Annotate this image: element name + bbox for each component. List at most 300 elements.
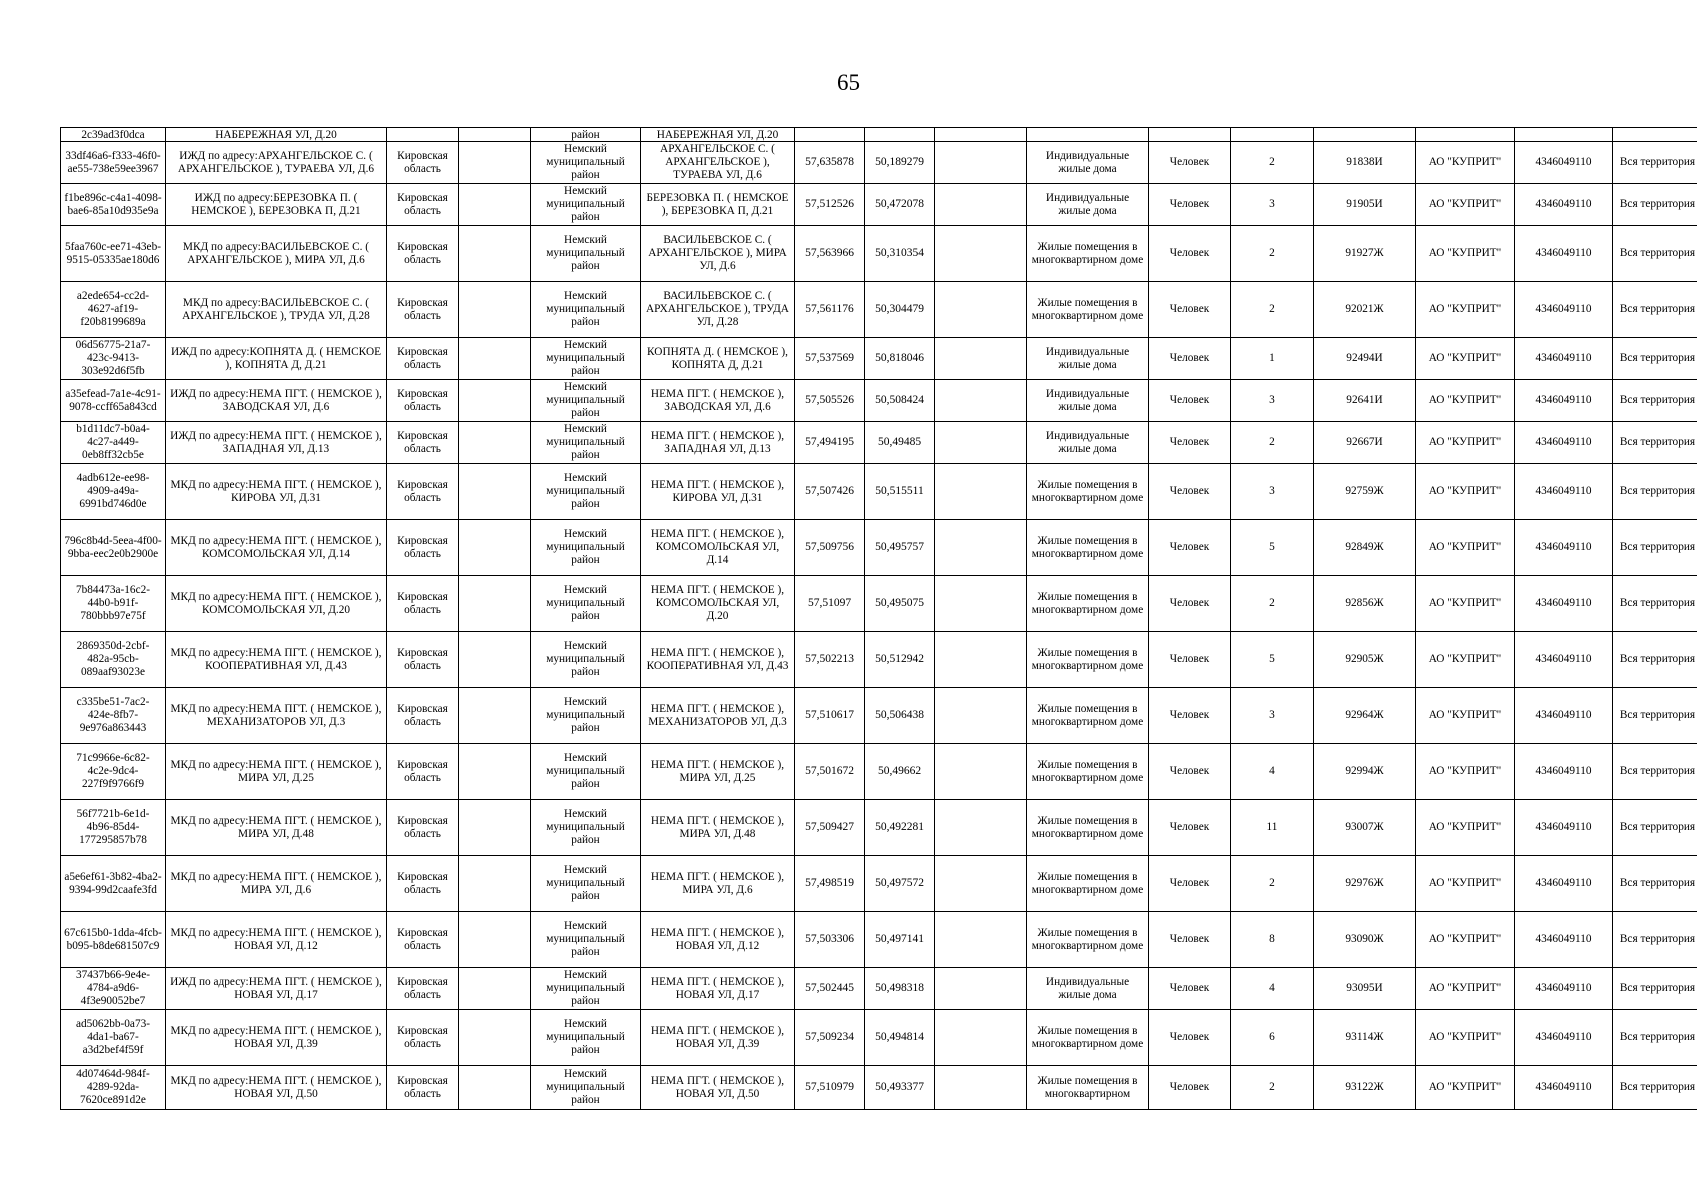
district-cell: Немский муниципальный район [531, 688, 641, 744]
district-cell: Немский муниципальный район [531, 520, 641, 576]
code-cell: 92759Ж [1314, 464, 1416, 520]
row-id-cell: f1be896c-c4a1-4098-bae6-85a10d935e9a [61, 184, 166, 226]
count-cell [1231, 128, 1314, 142]
empty-cell [935, 968, 1027, 1010]
address-cell: НАБЕРЕЖНАЯ УЛ, Д.20 [641, 128, 795, 142]
empty-cell [935, 226, 1027, 282]
code-cell: 93114Ж [1314, 1010, 1416, 1066]
inn-cell [1515, 128, 1613, 142]
territory-cell: Вся территория [1613, 688, 1697, 744]
region-cell: Кировская область [387, 142, 459, 184]
region-cell: Кировская область [387, 464, 459, 520]
unit-cell: Человек [1149, 576, 1231, 632]
code-cell: 91927Ж [1314, 226, 1416, 282]
latitude-cell: 57,509234 [795, 1010, 865, 1066]
district-cell: Немский муниципальный район [531, 1066, 641, 1110]
unit-cell: Человек [1149, 968, 1231, 1010]
region-cell: Кировская область [387, 226, 459, 282]
organization-cell: АО "КУПРИТ" [1416, 422, 1515, 464]
region-cell: Кировская область [387, 1066, 459, 1110]
district-cell: Немский муниципальный район [531, 800, 641, 856]
empty-cell [935, 422, 1027, 464]
housing-type-cell: Индивидуальные жилые дома [1027, 338, 1149, 380]
district-cell: Немский муниципальный район [531, 338, 641, 380]
inn-cell: 4346049110 [1515, 142, 1613, 184]
table-row [61, 226, 1697, 282]
district-cell: Немский муниципальный район [531, 184, 641, 226]
latitude-cell: 57,51097 [795, 576, 865, 632]
inn-cell: 4346049110 [1515, 380, 1613, 422]
count-cell: 2 [1231, 142, 1314, 184]
longitude-cell: 50,310354 [865, 226, 935, 282]
housing-type-cell: Жилые помещения в многоквартирном доме [1027, 688, 1149, 744]
code-cell: 92856Ж [1314, 576, 1416, 632]
address-cell: НЕМА ПГТ. ( НЕМСКОЕ ), МИРА УЛ, Д.25 [641, 744, 795, 800]
territory-cell: Вся территория [1613, 380, 1697, 422]
inn-cell: 4346049110 [1515, 520, 1613, 576]
territory-cell: Вся территория [1613, 282, 1697, 338]
longitude-cell: 50,498318 [865, 968, 935, 1010]
housing-type-cell: Индивидуальные жилые дома [1027, 422, 1149, 464]
table-row [61, 1066, 1697, 1110]
row-id-cell: 796c8b4d-5eea-4f00-9bba-eec2e0b2900e [61, 520, 166, 576]
table-row [61, 282, 1697, 338]
code-cell: 92021Ж [1314, 282, 1416, 338]
longitude-cell: 50,494814 [865, 1010, 935, 1066]
latitude-cell: 57,501672 [795, 744, 865, 800]
region-cell: Кировская область [387, 422, 459, 464]
latitude-cell: 57,561176 [795, 282, 865, 338]
longitude-cell: 50,515511 [865, 464, 935, 520]
empty-cell [459, 128, 531, 142]
row-id-cell: a2ede654-cc2d-4627-af19-f20b8199689a [61, 282, 166, 338]
housing-type-cell [1027, 128, 1149, 142]
organization-cell: АО "КУПРИТ" [1416, 380, 1515, 422]
empty-cell [459, 856, 531, 912]
region-cell [387, 128, 459, 142]
longitude-cell: 50,492281 [865, 800, 935, 856]
table-row [61, 380, 1697, 422]
table-row [61, 968, 1697, 1010]
organization-cell: АО "КУПРИТ" [1416, 968, 1515, 1010]
object-cell: ИЖД по адресу:АРХАНГЕЛЬСКОЕ С. ( АРХАНГЕЛЬСКОЕ ), ТУРАЕВА УЛ, Д.6 [166, 142, 387, 184]
inn-cell: 4346049110 [1515, 632, 1613, 688]
district-cell: Немский муниципальный район [531, 282, 641, 338]
organization-cell: АО "КУПРИТ" [1416, 1010, 1515, 1066]
latitude-cell: 57,512526 [795, 184, 865, 226]
empty-cell [459, 968, 531, 1010]
latitude-cell: 57,502213 [795, 632, 865, 688]
empty-cell [459, 744, 531, 800]
empty-cell [935, 142, 1027, 184]
count-cell: 2 [1231, 576, 1314, 632]
longitude-cell: 50,497572 [865, 856, 935, 912]
district-cell: Немский муниципальный район [531, 464, 641, 520]
inn-cell: 4346049110 [1515, 800, 1613, 856]
latitude-cell: 57,507426 [795, 464, 865, 520]
table-row [61, 576, 1697, 632]
code-cell [1314, 128, 1416, 142]
territory-cell: Вся территория [1613, 338, 1697, 380]
housing-type-cell: Индивидуальные жилые дома [1027, 184, 1149, 226]
region-cell: Кировская область [387, 800, 459, 856]
organization-cell: АО "КУПРИТ" [1416, 688, 1515, 744]
row-id-cell: b1d11dc7-b0a4-4c27-a449-0eb8ff32cb5e [61, 422, 166, 464]
object-cell: МКД по адресу:НЕМА ПГТ. ( НЕМСКОЕ ), НОВАЯ УЛ, Д.50 [166, 1066, 387, 1110]
territory-cell: Вся территория [1613, 1066, 1697, 1110]
code-cell: 93095И [1314, 968, 1416, 1010]
inn-cell: 4346049110 [1515, 912, 1613, 968]
object-cell: ИЖД по адресу:НЕМА ПГТ. ( НЕМСКОЕ ), ЗАВОДСКАЯ УЛ, Д.6 [166, 380, 387, 422]
inn-cell: 4346049110 [1515, 576, 1613, 632]
object-cell: МКД по адресу:ВАСИЛЬЕВСКОЕ С. ( АРХАНГЕЛЬСКОЕ ), МИРА УЛ, Д.6 [166, 226, 387, 282]
table-row [61, 800, 1697, 856]
empty-cell [935, 520, 1027, 576]
district-cell: Немский муниципальный район [531, 632, 641, 688]
district-cell: Немский муниципальный район [531, 142, 641, 184]
count-cell: 2 [1231, 226, 1314, 282]
table-row [61, 142, 1697, 184]
table-row [61, 128, 1697, 142]
organization-cell: АО "КУПРИТ" [1416, 912, 1515, 968]
unit-cell: Человек [1149, 912, 1231, 968]
housing-type-cell: Индивидуальные жилые дома [1027, 142, 1149, 184]
region-cell: Кировская область [387, 688, 459, 744]
district-cell: Немский муниципальный район [531, 1010, 641, 1066]
latitude-cell: 57,509427 [795, 800, 865, 856]
address-cell: НЕМА ПГТ. ( НЕМСКОЕ ), КОМСОМОЛЬСКАЯ УЛ, Д.20 [641, 576, 795, 632]
object-cell: МКД по адресу:НЕМА ПГТ. ( НЕМСКОЕ ), КООПЕРАТИВНАЯ УЛ, Д.43 [166, 632, 387, 688]
count-cell: 3 [1231, 184, 1314, 226]
unit-cell: Человек [1149, 688, 1231, 744]
row-id-cell: 2c39ad3f0dca [61, 128, 166, 142]
address-cell: НЕМА ПГТ. ( НЕМСКОЕ ), МИРА УЛ, Д.48 [641, 800, 795, 856]
count-cell: 3 [1231, 464, 1314, 520]
row-id-cell: 7b84473a-16c2-44b0-b91f-780bbb97e75f [61, 576, 166, 632]
latitude-cell: 57,563966 [795, 226, 865, 282]
row-id-cell: 33df46a6-f333-46f0-ae55-738e59ee3967 [61, 142, 166, 184]
empty-cell [459, 688, 531, 744]
territory-cell: Вся территория [1613, 142, 1697, 184]
row-id-cell: 06d56775-21a7-423c-9413-303e92d6f5fb [61, 338, 166, 380]
territory-cell: Вся территория [1613, 422, 1697, 464]
empty-cell [459, 464, 531, 520]
longitude-cell: 50,818046 [865, 338, 935, 380]
housing-type-cell: Жилые помещения в многоквартирном доме [1027, 520, 1149, 576]
table-row [61, 338, 1697, 380]
longitude-cell: 50,49485 [865, 422, 935, 464]
region-cell: Кировская область [387, 282, 459, 338]
object-cell: МКД по адресу:НЕМА ПГТ. ( НЕМСКОЕ ), КОМСОМОЛЬСКАЯ УЛ, Д.20 [166, 576, 387, 632]
row-id-cell: 56f7721b-6e1d-4b96-85d4-177295857b78 [61, 800, 166, 856]
inn-cell: 4346049110 [1515, 422, 1613, 464]
organization-cell: АО "КУПРИТ" [1416, 856, 1515, 912]
code-cell: 91838И [1314, 142, 1416, 184]
count-cell: 1 [1231, 338, 1314, 380]
object-cell: МКД по адресу:НЕМА ПГТ. ( НЕМСКОЕ ), КОМСОМОЛЬСКАЯ УЛ, Д.14 [166, 520, 387, 576]
row-id-cell: 2869350d-2cbf-482a-95cb-089aaf93023e [61, 632, 166, 688]
count-cell: 3 [1231, 380, 1314, 422]
region-cell: Кировская область [387, 856, 459, 912]
code-cell: 93122Ж [1314, 1066, 1416, 1110]
count-cell: 3 [1231, 688, 1314, 744]
longitude-cell: 50,304479 [865, 282, 935, 338]
empty-cell [935, 1066, 1027, 1110]
count-cell: 4 [1231, 968, 1314, 1010]
housing-type-cell: Жилые помещения в многоквартирном [1027, 1066, 1149, 1110]
count-cell: 2 [1231, 282, 1314, 338]
housing-type-cell: Индивидуальные жилые дома [1027, 968, 1149, 1010]
empty-cell [935, 380, 1027, 422]
table-body [61, 128, 1697, 1110]
region-cell: Кировская область [387, 380, 459, 422]
latitude-cell: 57,537569 [795, 338, 865, 380]
housing-type-cell: Жилые помещения в многоквартирном доме [1027, 576, 1149, 632]
empty-cell [459, 338, 531, 380]
empty-cell [459, 1010, 531, 1066]
table-row [61, 912, 1697, 968]
empty-cell [935, 338, 1027, 380]
organization-cell: АО "КУПРИТ" [1416, 800, 1515, 856]
count-cell: 11 [1231, 800, 1314, 856]
table-row [61, 688, 1697, 744]
inn-cell: 4346049110 [1515, 1010, 1613, 1066]
table-row [61, 856, 1697, 912]
longitude-cell [865, 128, 935, 142]
district-cell: район [531, 128, 641, 142]
address-cell: ВАСИЛЬЕВСКОЕ С. ( АРХАНГЕЛЬСКОЕ ), ТРУДА УЛ, Д.28 [641, 282, 795, 338]
empty-cell [935, 1010, 1027, 1066]
housing-type-cell: Жилые помещения в многоквартирном доме [1027, 744, 1149, 800]
longitude-cell: 50,49662 [865, 744, 935, 800]
object-cell: МКД по адресу:НЕМА ПГТ. ( НЕМСКОЕ ), КИРОВА УЛ, Д.31 [166, 464, 387, 520]
organization-cell: АО "КУПРИТ" [1416, 632, 1515, 688]
object-cell: МКД по адресу:НЕМА ПГТ. ( НЕМСКОЕ ), МИРА УЛ, Д.48 [166, 800, 387, 856]
district-cell: Немский муниципальный район [531, 576, 641, 632]
empty-cell [459, 422, 531, 464]
registry-table [60, 127, 1697, 1110]
inn-cell: 4346049110 [1515, 968, 1613, 1010]
district-cell: Немский муниципальный район [531, 912, 641, 968]
unit-cell: Человек [1149, 856, 1231, 912]
code-cell: 92964Ж [1314, 688, 1416, 744]
object-cell: ИЖД по адресу:БЕРЕЗОВКА П. ( НЕМСКОЕ ), БЕРЕЗОВКА П, Д.21 [166, 184, 387, 226]
district-cell: Немский муниципальный район [531, 744, 641, 800]
empty-cell [459, 282, 531, 338]
empty-cell [459, 380, 531, 422]
district-cell: Немский муниципальный район [531, 856, 641, 912]
code-cell: 92667И [1314, 422, 1416, 464]
table-row [61, 422, 1697, 464]
empty-cell [459, 184, 531, 226]
unit-cell [1149, 128, 1231, 142]
row-id-cell: a5e6ef61-3b82-4ba2-9394-99d2caafe3fd [61, 856, 166, 912]
empty-cell [935, 632, 1027, 688]
territory-cell: Вся территория [1613, 632, 1697, 688]
object-cell: МКД по адресу:НЕМА ПГТ. ( НЕМСКОЕ ), НОВАЯ УЛ, Д.12 [166, 912, 387, 968]
territory-cell: Вся территория [1613, 744, 1697, 800]
row-id-cell: 37437b66-9e4e-4784-a9d6-4f3e90052be7 [61, 968, 166, 1010]
latitude-cell: 57,510617 [795, 688, 865, 744]
territory-cell: Вся территория [1613, 1010, 1697, 1066]
address-cell: НЕМА ПГТ. ( НЕМСКОЕ ), КОМСОМОЛЬСКАЯ УЛ, Д.14 [641, 520, 795, 576]
inn-cell: 4346049110 [1515, 688, 1613, 744]
count-cell: 2 [1231, 1066, 1314, 1110]
address-cell: НЕМА ПГТ. ( НЕМСКОЕ ), ЗАВОДСКАЯ УЛ, Д.6 [641, 380, 795, 422]
unit-cell: Человек [1149, 1066, 1231, 1110]
row-id-cell: 5faa760c-ee71-43eb-9515-05335ae180d6 [61, 226, 166, 282]
empty-cell [459, 520, 531, 576]
longitude-cell: 50,506438 [865, 688, 935, 744]
region-cell: Кировская область [387, 576, 459, 632]
table-row [61, 1010, 1697, 1066]
empty-cell [459, 632, 531, 688]
inn-cell: 4346049110 [1515, 856, 1613, 912]
inn-cell: 4346049110 [1515, 464, 1613, 520]
address-cell: ВАСИЛЬЕВСКОЕ С. ( АРХАНГЕЛЬСКОЕ ), МИРА УЛ, Д.6 [641, 226, 795, 282]
object-cell: МКД по адресу:НЕМА ПГТ. ( НЕМСКОЕ ), МЕХАНИЗАТОРОВ УЛ, Д.3 [166, 688, 387, 744]
territory-cell: Вся территория [1613, 520, 1697, 576]
row-id-cell: a35efead-7a1e-4c91-9078-ccff65a843cd [61, 380, 166, 422]
organization-cell: АО "КУПРИТ" [1416, 338, 1515, 380]
table-row [61, 184, 1697, 226]
latitude-cell: 57,509756 [795, 520, 865, 576]
district-cell: Немский муниципальный район [531, 226, 641, 282]
unit-cell: Человек [1149, 800, 1231, 856]
unit-cell: Человек [1149, 226, 1231, 282]
region-cell: Кировская область [387, 520, 459, 576]
address-cell: НЕМА ПГТ. ( НЕМСКОЕ ), КИРОВА УЛ, Д.31 [641, 464, 795, 520]
count-cell: 2 [1231, 856, 1314, 912]
organization-cell: АО "КУПРИТ" [1416, 520, 1515, 576]
empty-cell [935, 688, 1027, 744]
longitude-cell: 50,495757 [865, 520, 935, 576]
object-cell: МКД по адресу:НЕМА ПГТ. ( НЕМСКОЕ ), МИРА УЛ, Д.25 [166, 744, 387, 800]
organization-cell: АО "КУПРИТ" [1416, 576, 1515, 632]
row-id-cell: ad5062bb-0a73-4da1-ba67-a3d2bef4f59f [61, 1010, 166, 1066]
row-id-cell: 4d07464d-984f-4289-92da-7620ce891d2e [61, 1066, 166, 1110]
housing-type-cell: Жилые помещения в многоквартирном доме [1027, 632, 1149, 688]
empty-cell [935, 128, 1027, 142]
territory-cell: Вся территория [1613, 856, 1697, 912]
organization-cell [1416, 128, 1515, 142]
region-cell: Кировская область [387, 968, 459, 1010]
empty-cell [935, 912, 1027, 968]
inn-cell: 4346049110 [1515, 338, 1613, 380]
inn-cell: 4346049110 [1515, 184, 1613, 226]
housing-type-cell: Жилые помещения в многоквартирном доме [1027, 912, 1149, 968]
unit-cell: Человек [1149, 184, 1231, 226]
address-cell: АРХАНГЕЛЬСКОЕ С. ( АРХАНГЕЛЬСКОЕ ), ТУРАЕВА УЛ, Д.6 [641, 142, 795, 184]
unit-cell: Человек [1149, 380, 1231, 422]
territory-cell: Вся территория [1613, 184, 1697, 226]
code-cell: 92976Ж [1314, 856, 1416, 912]
empty-cell [459, 226, 531, 282]
latitude-cell: 57,502445 [795, 968, 865, 1010]
object-cell: НАБЕРЕЖНАЯ УЛ, Д.20 [166, 128, 387, 142]
code-cell: 92641И [1314, 380, 1416, 422]
object-cell: МКД по адресу:НЕМА ПГТ. ( НЕМСКОЕ ), НОВАЯ УЛ, Д.39 [166, 1010, 387, 1066]
territory-cell: Вся территория [1613, 968, 1697, 1010]
empty-cell [459, 142, 531, 184]
empty-cell [935, 184, 1027, 226]
latitude-cell: 57,498519 [795, 856, 865, 912]
organization-cell: АО "КУПРИТ" [1416, 226, 1515, 282]
empty-cell [935, 464, 1027, 520]
empty-cell [459, 800, 531, 856]
territory-cell: Вся территория [1613, 576, 1697, 632]
empty-cell [935, 856, 1027, 912]
row-id-cell: 71c9966e-6c82-4c2e-9dc4-227f9f9766f9 [61, 744, 166, 800]
housing-type-cell: Жилые помещения в многоквартирном доме [1027, 226, 1149, 282]
address-cell: БЕРЕЗОВКА П. ( НЕМСКОЕ ), БЕРЕЗОВКА П, Д.21 [641, 184, 795, 226]
object-cell: ИЖД по адресу:КОПНЯТА Д. ( НЕМСКОЕ ), КОПНЯТА Д, Д.21 [166, 338, 387, 380]
table-row [61, 464, 1697, 520]
empty-cell [459, 1066, 531, 1110]
table-row [61, 520, 1697, 576]
housing-type-cell: Жилые помещения в многоквартирном доме [1027, 1010, 1149, 1066]
housing-type-cell: Жилые помещения в многоквартирном доме [1027, 464, 1149, 520]
empty-cell [935, 744, 1027, 800]
organization-cell: АО "КУПРИТ" [1416, 142, 1515, 184]
unit-cell: Человек [1149, 422, 1231, 464]
territory-cell: Вся территория [1613, 800, 1697, 856]
row-id-cell: c335be51-7ac2-424e-8fb7-9e976a863443 [61, 688, 166, 744]
longitude-cell: 50,472078 [865, 184, 935, 226]
row-id-cell: 67c615b0-1dda-4fcb-b095-b8de681507c9 [61, 912, 166, 968]
latitude-cell: 57,635878 [795, 142, 865, 184]
address-cell: НЕМА ПГТ. ( НЕМСКОЕ ), ЗАПАДНАЯ УЛ, Д.13 [641, 422, 795, 464]
latitude-cell: 57,494195 [795, 422, 865, 464]
address-cell: НЕМА ПГТ. ( НЕМСКОЕ ), НОВАЯ УЛ, Д.17 [641, 968, 795, 1010]
district-cell: Немский муниципальный район [531, 968, 641, 1010]
territory-cell: Вся территория [1613, 912, 1697, 968]
count-cell: 5 [1231, 520, 1314, 576]
address-cell: НЕМА ПГТ. ( НЕМСКОЕ ), МИРА УЛ, Д.6 [641, 856, 795, 912]
organization-cell: АО "КУПРИТ" [1416, 184, 1515, 226]
territory-cell [1613, 128, 1697, 142]
organization-cell: АО "КУПРИТ" [1416, 1066, 1515, 1110]
longitude-cell: 50,508424 [865, 380, 935, 422]
empty-cell [459, 912, 531, 968]
address-cell: НЕМА ПГТ. ( НЕМСКОЕ ), НОВАЯ УЛ, Д.12 [641, 912, 795, 968]
unit-cell: Человек [1149, 282, 1231, 338]
code-cell: 92994Ж [1314, 744, 1416, 800]
housing-type-cell: Жилые помещения в многоквартирном доме [1027, 856, 1149, 912]
latitude-cell [795, 128, 865, 142]
address-cell: НЕМА ПГТ. ( НЕМСКОЕ ), МЕХАНИЗАТОРОВ УЛ, Д.3 [641, 688, 795, 744]
unit-cell: Человек [1149, 1010, 1231, 1066]
unit-cell: Человек [1149, 464, 1231, 520]
code-cell: 92905Ж [1314, 632, 1416, 688]
address-cell: КОПНЯТА Д. ( НЕМСКОЕ ), КОПНЯТА Д, Д.21 [641, 338, 795, 380]
organization-cell: АО "КУПРИТ" [1416, 282, 1515, 338]
latitude-cell: 57,503306 [795, 912, 865, 968]
empty-cell [459, 576, 531, 632]
unit-cell: Человек [1149, 632, 1231, 688]
count-cell: 4 [1231, 744, 1314, 800]
empty-cell [935, 282, 1027, 338]
unit-cell: Человек [1149, 142, 1231, 184]
housing-type-cell: Индивидуальные жилые дома [1027, 380, 1149, 422]
code-cell: 92494И [1314, 338, 1416, 380]
region-cell: Кировская область [387, 912, 459, 968]
empty-cell [935, 800, 1027, 856]
unit-cell: Человек [1149, 744, 1231, 800]
unit-cell: Человек [1149, 520, 1231, 576]
region-cell: Кировская область [387, 632, 459, 688]
organization-cell: АО "КУПРИТ" [1416, 744, 1515, 800]
